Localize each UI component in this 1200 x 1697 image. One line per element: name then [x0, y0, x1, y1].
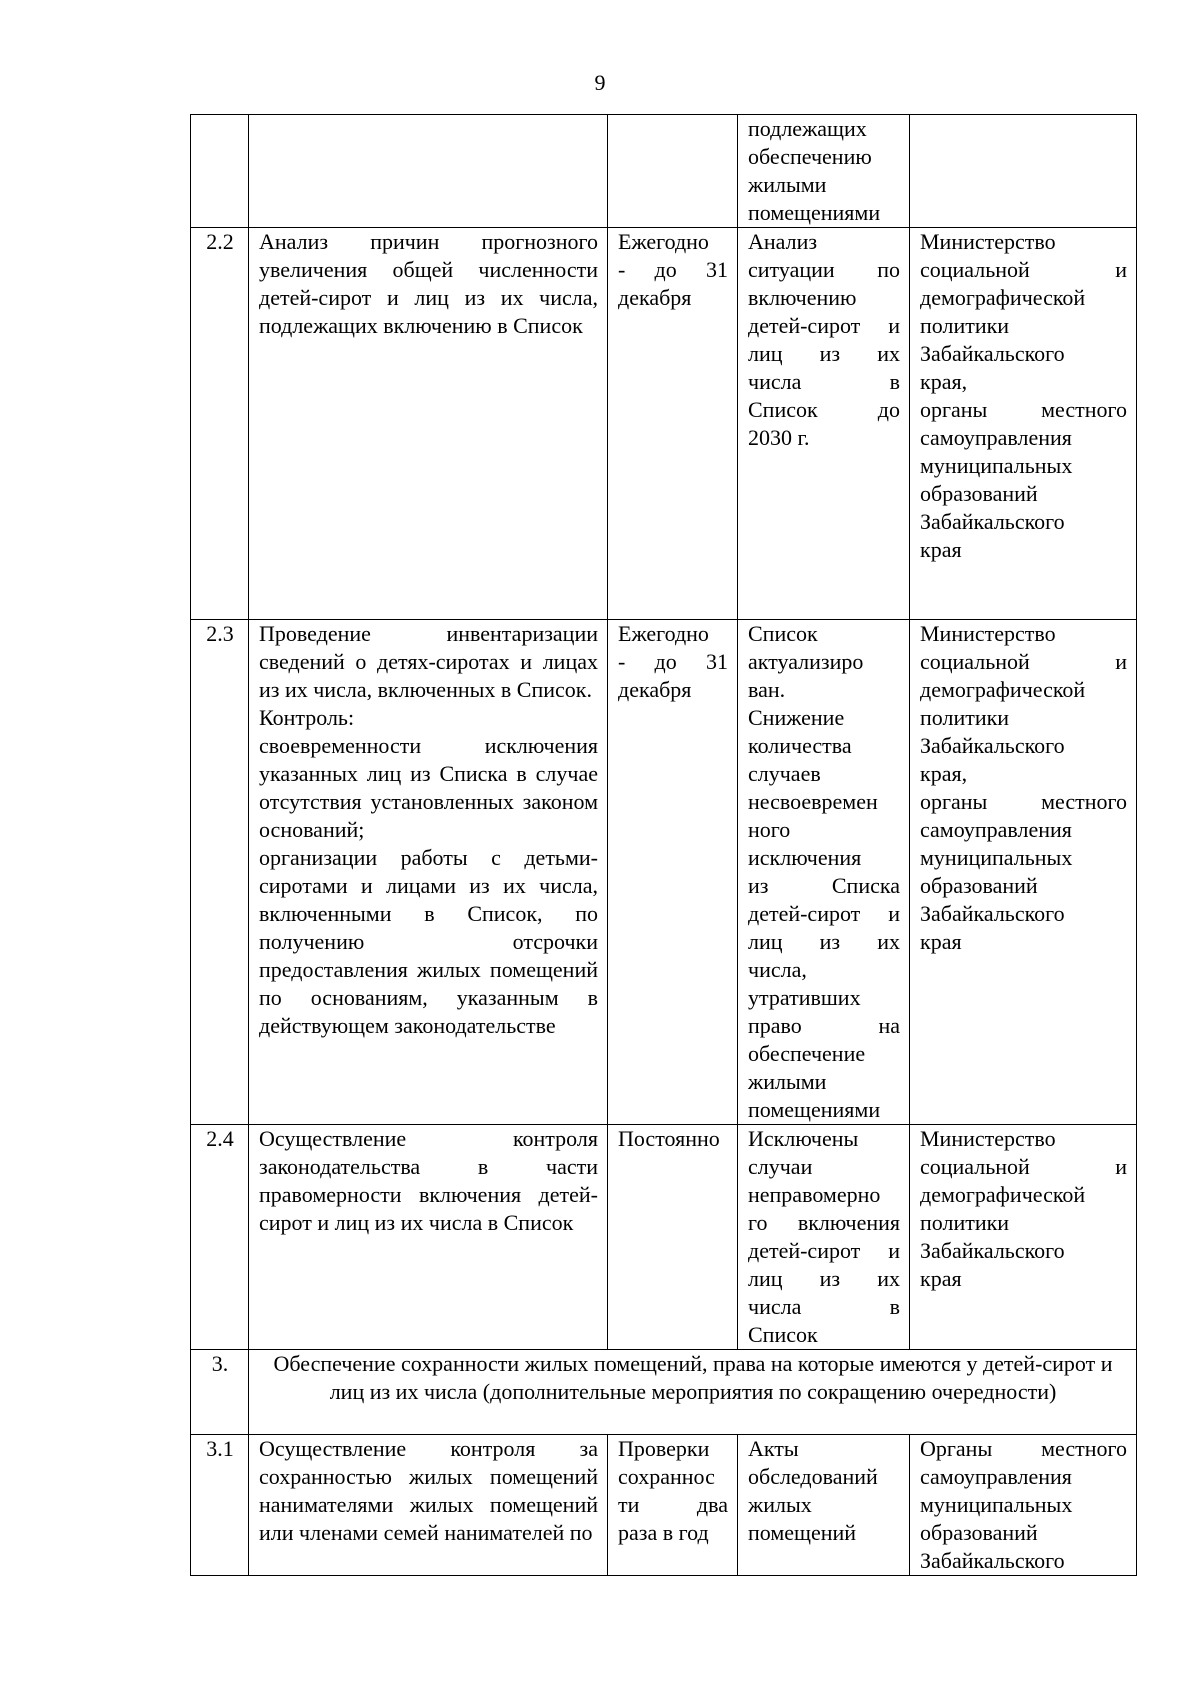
cell-line: ти два — [618, 1492, 728, 1517]
action-cell: Осуществление контроля законодательства в части правомерности включения детей-сирот и лиц из их числа в Список — [249, 1125, 608, 1350]
term-cell — [608, 115, 738, 228]
cell-line: подлежащих — [748, 116, 867, 141]
cell-line: органы местного — [920, 789, 1127, 814]
cell-line: жилых — [748, 1492, 812, 1517]
cell-line: Министерство — [920, 229, 1056, 254]
table-row — [191, 620, 1137, 1125]
action-paragraph: своевременности исключения указанных лиц из Списка в случае отсутствия установленных законом оснований; — [259, 733, 598, 842]
cell-line: Забайкальского — [920, 901, 1065, 926]
row-number — [191, 115, 249, 228]
cell-line: из Списка — [748, 873, 900, 898]
cell-line: края, — [920, 761, 968, 786]
table-row — [191, 1125, 1137, 1350]
cell-line: Органы местного — [920, 1436, 1127, 1461]
cell-line: несвоевремен — [748, 789, 878, 814]
cell-line: декабря — [618, 677, 692, 702]
responsible-cell — [910, 1435, 1137, 1576]
cell-line: сохраннос — [618, 1464, 715, 1489]
cell-line: числа в — [748, 1294, 900, 1319]
cell-line: числа в — [748, 369, 900, 394]
section-row — [191, 1350, 1137, 1435]
cell-line: Снижение — [748, 705, 845, 730]
cell-line: неправомерно — [748, 1182, 881, 1207]
cell-line: раза в год — [618, 1520, 709, 1545]
cell-line: помещений — [748, 1520, 857, 1545]
cell-line: Проверки — [618, 1436, 710, 1461]
cell-line: помещениями — [748, 1097, 881, 1122]
cell-line: Забайкальского — [920, 733, 1065, 758]
cell-line: органы местного — [920, 397, 1127, 422]
cell-line: случаев — [748, 761, 821, 786]
page-number: 9 — [594, 70, 606, 95]
cell-line: Забайкальского — [920, 509, 1065, 534]
action-paragraph: Проведение инвентаризации сведений о детях-сиротах и лицах из их числа, включенных в Список. — [259, 621, 598, 702]
cell-line: Список до — [748, 397, 900, 422]
term-cell — [608, 1435, 738, 1576]
cell-line: обеспечению — [748, 144, 872, 169]
cell-line: демографической — [920, 677, 1086, 702]
cell-line: - до 31 — [618, 257, 728, 282]
cell-line: Анализ — [748, 229, 818, 254]
row-number: 3.1 — [191, 1435, 249, 1576]
cell-line: муниципальных — [920, 845, 1073, 870]
cell-line: образований — [920, 873, 1038, 898]
table-row — [191, 228, 1137, 620]
responsible-cell — [910, 115, 1137, 228]
cell-line: ван. — [748, 677, 786, 702]
cell-line: самоуправления — [920, 1464, 1072, 1489]
cell-line: исключения — [748, 845, 862, 870]
cell-line: Ежегодно — [618, 621, 709, 646]
cell-line: Забайкальского — [920, 341, 1065, 366]
cell-line: политики — [920, 705, 1010, 730]
cell-line: Министерство — [920, 621, 1056, 646]
cell-line: включению — [748, 285, 857, 310]
cell-line: муниципальных — [920, 1492, 1073, 1517]
cell-line: обследований — [748, 1464, 878, 1489]
cell-line: случаи — [748, 1154, 813, 1179]
cell-line: края — [920, 1266, 962, 1291]
cell-line: самоуправления — [920, 425, 1072, 450]
row-number: 2.3 — [191, 620, 249, 1125]
table-row — [191, 1435, 1137, 1576]
responsible-cell — [910, 620, 1137, 1125]
result-cell — [738, 115, 910, 228]
row-number: 3. — [191, 1350, 249, 1435]
result-cell — [738, 228, 910, 620]
action-cell: Анализ причин прогнозного увеличения общей численности детей-сирот и лиц из их числа, подлежащих включению в Список — [249, 228, 608, 620]
cell-line: декабря — [618, 285, 692, 310]
cell-line: края — [920, 929, 962, 954]
cell-line: лиц из их — [748, 341, 900, 366]
cell-line: - до 31 — [618, 649, 728, 674]
cell-line: политики — [920, 1210, 1010, 1235]
cell-line: актуализиро — [748, 649, 864, 674]
cell-line: помещениями — [748, 200, 881, 225]
cell-line: 2030 г. — [748, 425, 810, 450]
cell-line: социальной и — [920, 257, 1127, 282]
cell-line: Список — [748, 621, 818, 646]
cell-line: Ежегодно — [618, 229, 709, 254]
cell-line: Список — [748, 1322, 818, 1347]
table-row — [191, 115, 1137, 228]
cell-line: самоуправления — [920, 817, 1072, 842]
cell-line: Министерство — [920, 1126, 1056, 1151]
cell-line: лиц из их — [748, 929, 900, 954]
result-cell — [738, 1125, 910, 1350]
cell-line: обеспечение — [748, 1041, 866, 1066]
cell-line: детей-сирот и — [748, 901, 900, 926]
cell-line: края, — [920, 369, 968, 394]
cell-line: социальной и — [920, 649, 1127, 674]
row-number: 2.2 — [191, 228, 249, 620]
cell-line: утративших — [748, 985, 861, 1010]
cell-line: образований — [920, 1520, 1038, 1545]
action-cell — [249, 620, 608, 1125]
cell-line: демографической — [920, 285, 1086, 310]
cell-line: Забайкальского — [920, 1548, 1065, 1573]
measures-table — [190, 114, 1137, 1576]
cell-line: детей-сирот и — [748, 1238, 900, 1263]
action-paragraph: Контроль: — [259, 705, 355, 730]
cell-line: ситуации по — [748, 257, 900, 282]
action-cell: Осуществление контроля за сохранностью жилых помещений нанимателями жилых помещений или членами семей нанимателей по — [249, 1435, 608, 1576]
cell-line: Забайкальского — [920, 1238, 1065, 1263]
term-cell — [608, 620, 738, 1125]
cell-line: образований — [920, 481, 1038, 506]
responsible-cell — [910, 1125, 1137, 1350]
cell-line: Исключены — [748, 1126, 859, 1151]
cell-line: жилыми — [748, 1069, 827, 1094]
cell-line: количества — [748, 733, 852, 758]
cell-line: демографической — [920, 1182, 1086, 1207]
result-cell — [738, 620, 910, 1125]
responsible-cell — [910, 228, 1137, 620]
cell-line: ного — [748, 817, 791, 842]
term-cell — [608, 228, 738, 620]
action-cell — [249, 115, 608, 228]
term-cell — [608, 1125, 738, 1350]
cell-line: муниципальных — [920, 453, 1073, 478]
cell-line: края — [920, 537, 962, 562]
cell-line: жилыми — [748, 172, 827, 197]
cell-line: социальной и — [920, 1154, 1127, 1179]
cell-line: лиц из их — [748, 1266, 900, 1291]
cell-line: политики — [920, 313, 1010, 338]
cell-line: го включения — [748, 1210, 900, 1235]
cell-line: Акты — [748, 1436, 799, 1461]
cell-line: Постоянно — [618, 1126, 720, 1151]
cell-line: числа, — [748, 957, 807, 982]
section-title: Обеспечение сохранности жилых помещений, права на которые имеются у детей-сирот и лиц из их числа (дополнительные мероприятия по сокращению очередности) — [249, 1350, 1137, 1435]
result-cell — [738, 1435, 910, 1576]
row-number: 2.4 — [191, 1125, 249, 1350]
cell-line: право на — [748, 1013, 900, 1038]
action-paragraph: организации работы с детьми-сиротами и лицами из их числа, включенными в Список, по получению отсрочки предоставления жилых помещений по основаниям, указанным в действующем законодательстве — [259, 845, 598, 1038]
cell-line: детей-сирот и — [748, 313, 900, 338]
